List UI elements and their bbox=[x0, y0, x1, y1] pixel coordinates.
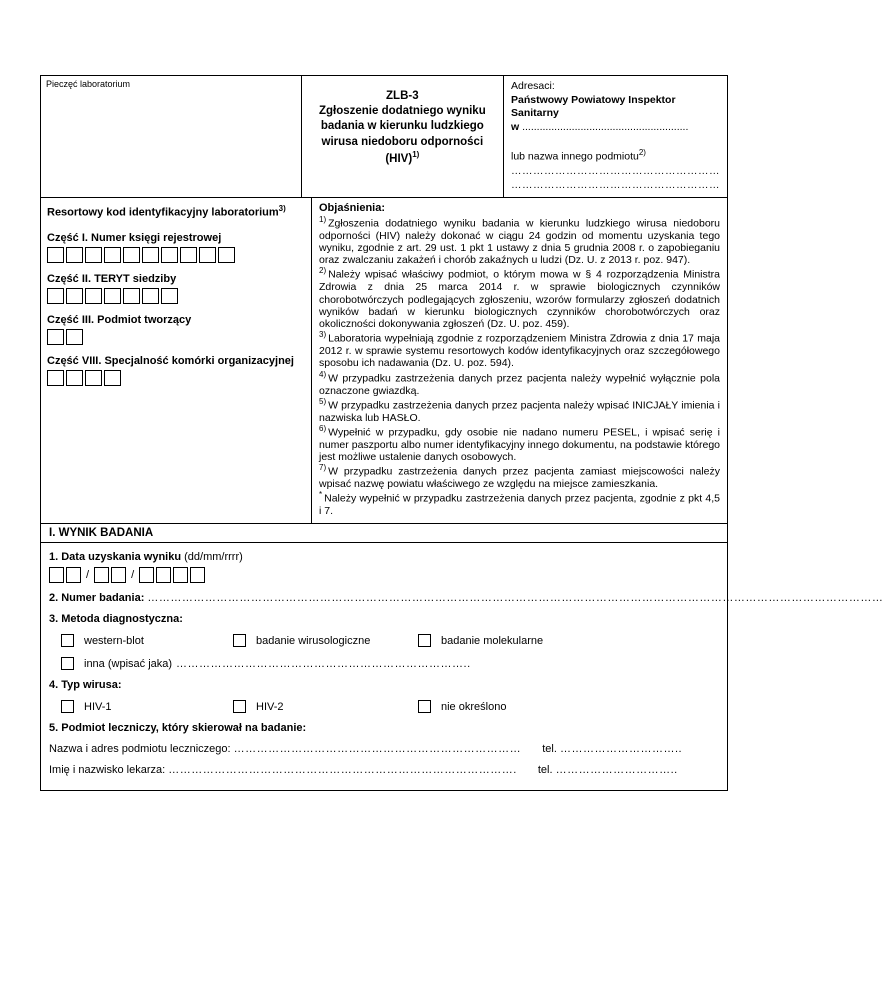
code-part-1-boxes bbox=[47, 247, 305, 263]
input-box[interactable] bbox=[47, 288, 64, 304]
laboratory-stamp-area bbox=[41, 76, 302, 197]
code-part-3-boxes bbox=[47, 329, 305, 345]
method-option-molecular[interactable]: badanie molekularne bbox=[418, 634, 543, 647]
lab-code-footnote-marker: 3) bbox=[278, 203, 286, 213]
hiv2-checkbox[interactable] bbox=[233, 700, 246, 713]
addressee-block bbox=[503, 76, 727, 197]
date-label: 1. Data uzyskania wyniku bbox=[49, 551, 182, 564]
input-box[interactable] bbox=[111, 567, 126, 583]
input-box[interactable] bbox=[156, 567, 171, 583]
alt-footnote-marker: 2) bbox=[638, 147, 646, 157]
input-box[interactable] bbox=[66, 329, 83, 345]
code-part-8-label: Część VIII. Specjalność komórki organizacyjnej bbox=[47, 354, 294, 367]
undetermined-checkbox[interactable] bbox=[418, 700, 431, 713]
code-part-2-boxes bbox=[47, 288, 305, 304]
input-box[interactable] bbox=[85, 288, 102, 304]
form-title-block bbox=[302, 76, 503, 197]
input-box[interactable] bbox=[161, 247, 178, 263]
input-box[interactable] bbox=[104, 370, 121, 386]
input-box[interactable] bbox=[142, 247, 159, 263]
input-box[interactable] bbox=[66, 567, 81, 583]
input-box[interactable] bbox=[85, 370, 102, 386]
code-part-2 bbox=[47, 273, 305, 304]
footnote-4: $^{4)}$ W przypadku zastrzeżenia danych przez pacjenta należy wypełnić wyłącznie pola oznaczone gwiazdką. bbox=[319, 369, 720, 397]
input-box[interactable] bbox=[104, 247, 121, 263]
date-input-row bbox=[49, 567, 719, 583]
test-number-label: 2. Numer badania: bbox=[49, 592, 145, 605]
addressee-location-line bbox=[511, 121, 720, 135]
footnote-star: * Należy wypełnić w przypadku zastrzeżenia danych przez pacjenta, zgodnie z pkt 4,5 i 7. bbox=[319, 490, 720, 518]
addressee-fill-line-2[interactable]: ………………………………………………… bbox=[511, 179, 720, 192]
hiv1-checkbox[interactable] bbox=[61, 700, 74, 713]
input-box[interactable] bbox=[94, 567, 109, 583]
form-title: Zgłoszenie dodatniego wyniku badania w kierunku ludzkiego wirusa niedoboru odporności (HIV)$^{1)}$ bbox=[318, 105, 486, 165]
input-box[interactable] bbox=[47, 370, 64, 386]
footnote-2: $^{2)}$ Należy wpisać właściwy podmiot, o którym mowa w § 4 rozporządzenia Ministra Zdrowia z dnia 25 marca 2014 r. w sprawie biologicznych czynników chorobotwórczych podlegających zgłoszeniu, wzorów formularzy zgłoszeń dodatnich wyników badań w kierunku biologicznych czynników chorobotwórczych oraz okoliczności dokonywania zgłoszeń (Dz. U. poz. 459). bbox=[319, 266, 720, 331]
test-number-item bbox=[49, 592, 883, 605]
referral-doctor-field[interactable]: ………………………………………………………………………………. bbox=[168, 764, 517, 777]
input-box[interactable] bbox=[104, 288, 121, 304]
addressee-label: Adresaci: bbox=[511, 80, 555, 92]
input-box[interactable] bbox=[47, 247, 64, 263]
input-box[interactable] bbox=[139, 567, 154, 583]
form-code: ZLB-3 bbox=[386, 90, 419, 102]
input-box[interactable] bbox=[47, 329, 64, 345]
molecular-checkbox[interactable] bbox=[418, 634, 431, 647]
addressee-alt-label: lub nazwa innego podmiotu$^{2)}$ bbox=[511, 147, 646, 163]
method-option-virological[interactable]: badanie wirusologiczne bbox=[233, 634, 418, 647]
western-blot-checkbox[interactable] bbox=[61, 634, 74, 647]
input-box[interactable] bbox=[142, 288, 159, 304]
input-box[interactable] bbox=[123, 247, 140, 263]
code-part-8-boxes bbox=[47, 370, 305, 386]
referral-doctor-line bbox=[49, 764, 719, 776]
code-part-3 bbox=[47, 314, 305, 345]
form-main-row bbox=[41, 198, 727, 523]
input-box[interactable] bbox=[161, 288, 178, 304]
result-section-body bbox=[41, 543, 883, 790]
form-header-row bbox=[41, 76, 727, 198]
footnote-1: $^{1)}$ Zgłoszenia dodatniego wyniku badania w kierunku ludzkiego wirusa niedoboru odporności (HIV) należy dokonać w ciągu 24 godzin od momentu uzyskania tego wyniku, zgodnie z art. 29 ust. 1 pkt 1 ustawy z dnia 5 grudnia 2008 r. o zapobieganiu oraz zwalczaniu zakażeń i chorób zakaźnych u ludzi (Dz. U. z 2013 r. poz. 947). bbox=[319, 214, 720, 267]
code-part-3-label: Część III. Podmiot tworzący bbox=[47, 313, 192, 326]
addressee-name: Państwowy Powiatowy Inspektor Sanitarny bbox=[511, 93, 676, 120]
date-format-hint: (dd/mm/rrrr) bbox=[184, 551, 243, 564]
virological-checkbox[interactable] bbox=[233, 634, 246, 647]
input-box[interactable] bbox=[66, 370, 83, 386]
explanations-block bbox=[312, 198, 727, 523]
virus-type-options-row bbox=[61, 700, 719, 713]
other-method-checkbox[interactable] bbox=[61, 657, 74, 670]
referral-tel1-label: tel. bbox=[542, 743, 557, 756]
result-section bbox=[41, 523, 883, 790]
referral-item-label: 5. Podmiot leczniczy, który skierował na badanie: bbox=[49, 722, 307, 735]
explanations-heading: Objaśnienia: bbox=[319, 201, 386, 214]
date-item bbox=[49, 551, 719, 563]
addressee-w-prefix: w bbox=[511, 120, 520, 133]
zlb3-form bbox=[40, 75, 883, 791]
input-box[interactable] bbox=[199, 247, 216, 263]
test-number-field[interactable]: ………………………………………………………………………………………………………………………………………………………………………… bbox=[147, 592, 883, 605]
other-method-label: inna (wpisać jaka) bbox=[84, 657, 173, 670]
lab-code-block bbox=[41, 198, 312, 523]
date-year-boxes bbox=[139, 567, 205, 583]
input-box[interactable] bbox=[180, 247, 197, 263]
addressee-location-field[interactable]: ......................................................... bbox=[522, 120, 689, 133]
date-separator: / bbox=[86, 569, 90, 582]
virus-option-undetermined[interactable]: nie określono bbox=[418, 700, 506, 713]
addressee-fill-line-1[interactable]: ………………………………………………… bbox=[511, 164, 720, 177]
date-month-boxes bbox=[94, 567, 126, 583]
footnote-6: $^{6)}$ Wypełnić w przypadku, gdy osobie nie nadano numeru PESEL, i wpisać serię i numer paszportu albo numer identyfikacyjny innego dokumentu, na podstawie którego jest możliwe ustalenie danych osobowych. bbox=[319, 423, 720, 463]
code-part-1 bbox=[47, 232, 305, 263]
code-part-2-label: Część II. TERYT siedziby bbox=[47, 272, 177, 285]
method-options-row bbox=[61, 634, 719, 647]
code-part-1-label: Część I. Numer księgi rejestrowej bbox=[47, 231, 222, 244]
input-box[interactable] bbox=[218, 247, 235, 263]
input-box[interactable] bbox=[173, 567, 188, 583]
input-box[interactable] bbox=[123, 288, 140, 304]
virus-type-item-label: 4. Typ wirusa: bbox=[49, 679, 122, 692]
lab-code-heading: Resortowy kod identyfikacyjny laboratorium$^{3)}$ bbox=[47, 203, 286, 219]
input-box[interactable] bbox=[190, 567, 205, 583]
method-item-label: 3. Metoda diagnostyczna: bbox=[49, 613, 183, 626]
footnote-7: $^{7)}$ W przypadku zastrzeżenia danych przez pacjenta zamiast miejscowości należy wpisać nazwę powiatu właściwego ze względu na miejsce zamieszkania. bbox=[319, 463, 720, 490]
title-footnote-marker: 1) bbox=[412, 149, 420, 159]
input-box[interactable] bbox=[66, 247, 83, 263]
virus-option-hiv2[interactable]: HIV-2 bbox=[233, 700, 418, 713]
referral-name-label: Nazwa i adres podmiotu leczniczego: bbox=[49, 743, 231, 756]
referral-name-field[interactable]: ………………………………………………………………… bbox=[233, 743, 522, 756]
input-box[interactable] bbox=[66, 288, 83, 304]
virus-option-hiv1[interactable]: HIV-1 bbox=[61, 700, 233, 713]
date-separator: / bbox=[131, 569, 135, 582]
footnote-5: $^{5)}$ W przypadku zastrzeżenia danych przez pacjenta należy wpisać INICJAŁY imienia i nazwiska lub HASŁO. bbox=[319, 396, 720, 424]
stamp-label: Pieczęć laboratorium bbox=[46, 79, 131, 89]
referral-tel2-label: tel. bbox=[537, 764, 553, 777]
input-box[interactable] bbox=[49, 567, 64, 583]
date-day-boxes bbox=[49, 567, 81, 583]
referral-tel2-field[interactable]: ………………………….. bbox=[555, 764, 678, 777]
other-method-field[interactable]: ………………………………………………………………….. bbox=[176, 657, 471, 670]
referral-name-line bbox=[49, 743, 719, 755]
footnote-3: $^{3)}$ Laboratoria wypełniają zgodnie z rozporządzeniem Ministra Zdrowia z dnia 17 maja 2012 r. w sprawie systemu resortowych kodów identyfikacyjnych oraz szczegółowego sposobu ich nadawania (Dz. U. poz. 594). bbox=[319, 330, 720, 370]
referral-tel1-field[interactable]: ………………………….. bbox=[559, 743, 683, 756]
code-part-8 bbox=[47, 355, 305, 386]
referral-doctor-label: Imię i nazwisko lekarza: bbox=[49, 764, 166, 777]
method-option-other[interactable] bbox=[61, 657, 719, 670]
method-option-western-blot[interactable]: western-blot bbox=[61, 634, 233, 647]
input-box[interactable] bbox=[85, 247, 102, 263]
result-section-title: I. WYNIK BADANIA bbox=[41, 524, 727, 543]
